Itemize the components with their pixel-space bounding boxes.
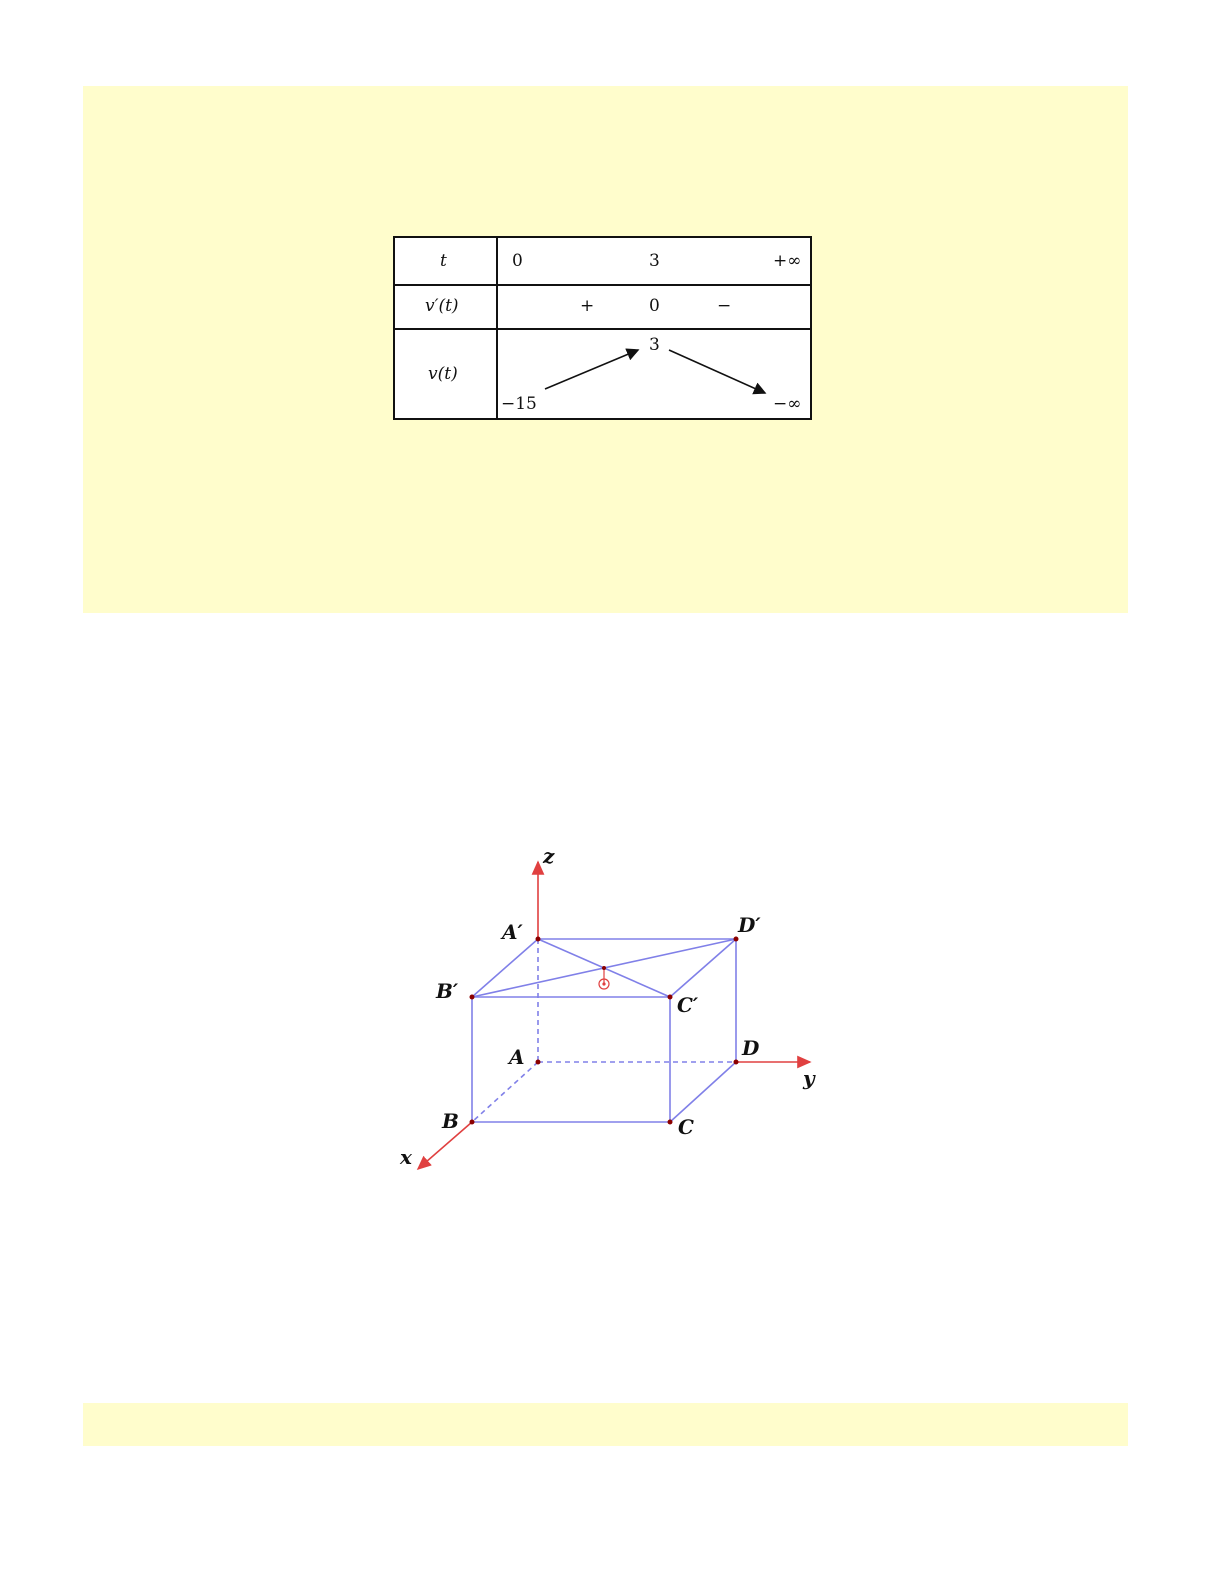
edge-A1-B1 (472, 939, 538, 997)
t-value-end: +∞ (773, 251, 802, 271)
vertex-label-A: A (509, 1045, 525, 1069)
row-label-derivative: v′(t) (425, 296, 459, 316)
z-axis-label: z (543, 844, 555, 868)
point-D (734, 1060, 739, 1065)
point-D1 (734, 937, 739, 942)
point-C1 (668, 995, 673, 1000)
point-B (470, 1120, 475, 1125)
vertex-label-D: D (742, 1036, 760, 1060)
vertex-label-D1: D′ (738, 913, 761, 937)
function-start-value: −15 (501, 394, 537, 414)
derivative-zero: 0 (649, 296, 660, 316)
highlight-box-bottom (83, 1403, 1128, 1446)
center-marker (599, 968, 609, 989)
vertex-label-C1: C′ (677, 993, 699, 1017)
vertex-label-B1: B′ (436, 979, 459, 1003)
vertex-label-C: C (678, 1115, 694, 1139)
t-value-start: 0 (512, 251, 523, 271)
point-center (602, 966, 606, 970)
derivative-sign-negative: − (717, 296, 732, 316)
edge-C-D (670, 1062, 736, 1122)
vertex-label-B: B (442, 1109, 459, 1133)
point-A (536, 1060, 541, 1065)
y-axis-label: y (803, 1066, 815, 1090)
decreasing-arrow (669, 350, 765, 393)
t-value-critical: 3 (649, 251, 660, 271)
point-A1 (536, 937, 541, 942)
increasing-arrow (545, 350, 638, 389)
point-C (668, 1120, 673, 1125)
point-B1 (470, 995, 475, 1000)
rectangular-box-figure (390, 840, 830, 1180)
edge-C1-D1 (670, 939, 736, 997)
function-peak-value: 3 (649, 335, 660, 355)
row-label-function: v(t) (428, 364, 458, 384)
variation-table (393, 236, 812, 420)
variation-arrows (395, 238, 814, 422)
x-axis-label: x (400, 1145, 412, 1169)
derivative-sign-positive: + (580, 296, 595, 316)
row-label-t: t (440, 251, 447, 271)
vertex-label-A1: A′ (502, 920, 523, 944)
function-end-value: −∞ (773, 394, 802, 414)
edge-A-B (472, 1062, 538, 1122)
